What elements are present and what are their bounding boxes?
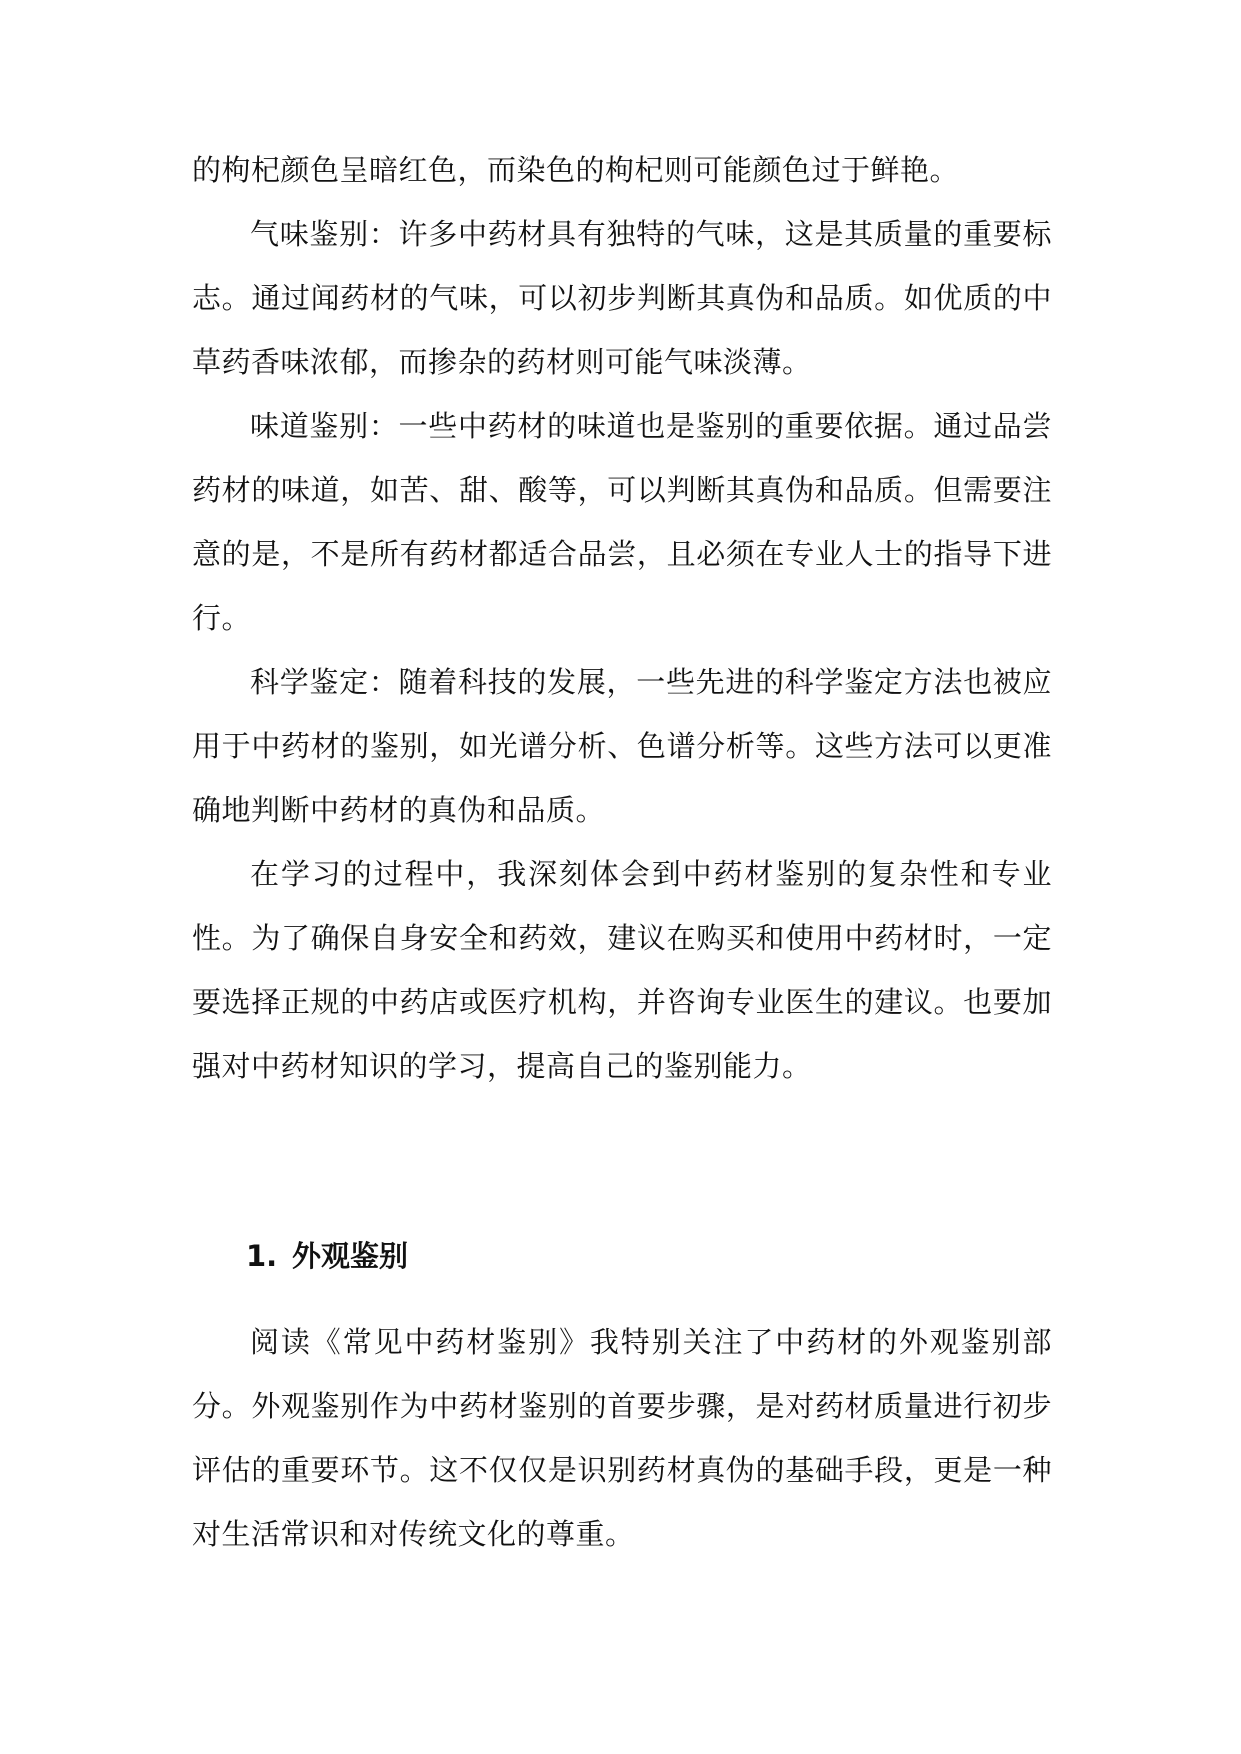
section-title: 外观鉴别 — [292, 1239, 409, 1273]
paragraph-taste-identification: 味道鉴别：一些中药材的味道也是鉴别的重要依据。通过品尝药材的味道，如苦、甜、酸等，可以判断其真伪和品质。但需要注意的是，不是所有药材都适合品尝，且必须在专业人士的指导下进行。 — [192, 409, 1052, 635]
body-text-top — [192, 138, 1052, 1098]
paragraph-continuation: 的枸杞颜色呈暗红色，而染色的枸杞则可能颜色过于鲜艳。 — [192, 153, 960, 187]
paragraph-learning-reflection: 在学习的过程中，我深刻体会到中药材鉴别的复杂性和专业性。为了确保自身安全和药效，建议在购买和使用中药材时，一定要选择正规的中药店或医疗机构，并咨询专业医生的建议。也要加强对中药材知识的学习，提高自己的鉴别能力。 — [192, 857, 1052, 1083]
paragraph-appearance-identification: 阅读《常见中药材鉴别》我特别关注了中药材的外观鉴别部分。外观鉴别作为中药材鉴别的首要步骤，是对药材质量进行初步评估的重要环节。这不仅仅是识别药材真伪的基础手段，更是一种对生活常识和对传统文化的尊重。 — [192, 1325, 1052, 1551]
body-text-bottom — [192, 1310, 1052, 1566]
section-number: 1. — [246, 1239, 278, 1273]
paragraph-smell-identification: 气味鉴别：许多中药材具有独特的气味，这是其质量的重要标志。通过闻药材的气味，可以初步判断其真伪和品质。如优质的中草药香味浓郁，而掺杂的药材则可能气味淡薄。 — [192, 217, 1052, 379]
section-heading — [246, 1224, 408, 1288]
paragraph-scientific-identification: 科学鉴定：随着科技的发展，一些先进的科学鉴定方法也被应用于中药材的鉴别，如光谱分析、色谱分析等。这些方法可以更准确地判断中药材的真伪和品质。 — [192, 665, 1052, 827]
